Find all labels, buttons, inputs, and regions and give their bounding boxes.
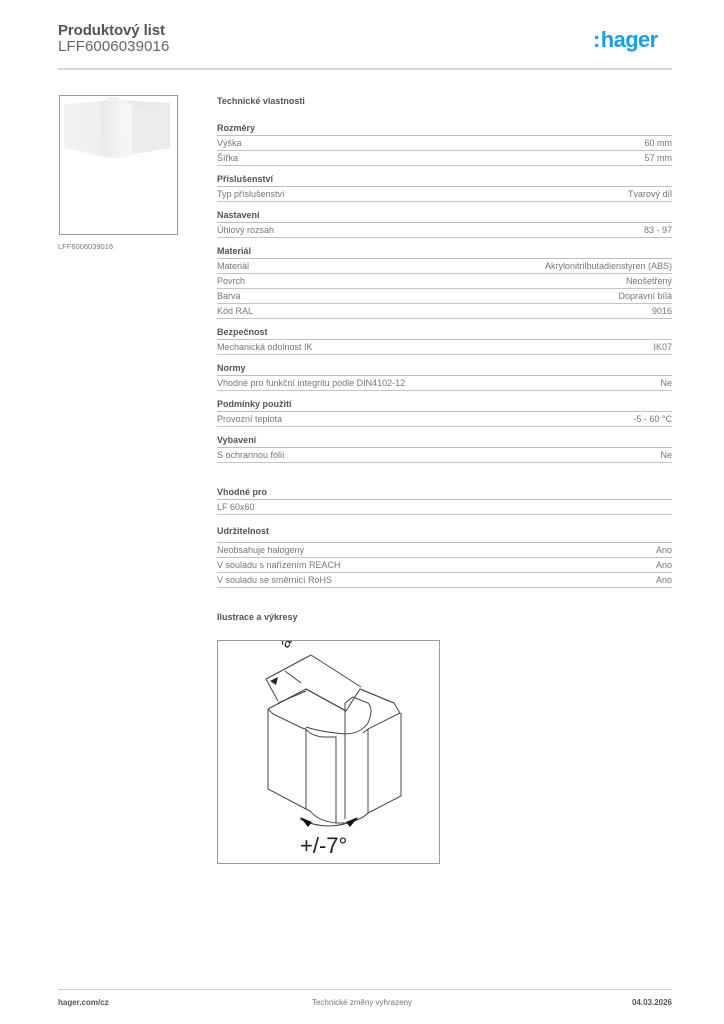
svg-text:a: a [276, 641, 296, 651]
section-equipment [217, 435, 672, 463]
svg-text:+/-7°: +/-7° [300, 833, 348, 858]
row-label: LF 60x60 [217, 502, 255, 512]
row-label: Provozní teplota [217, 414, 283, 424]
row-label: Kód RAL [217, 306, 254, 316]
table-row [217, 448, 672, 463]
table-row [217, 376, 672, 391]
table-row [217, 304, 672, 319]
section-dimensions [217, 123, 672, 166]
row-label: V souladu s nařízením REACH [217, 560, 341, 570]
table-row [217, 340, 672, 355]
row-value: 9016 [651, 306, 672, 316]
row-value: Tvarový díl [627, 189, 672, 199]
row-label: V souladu se směrnicí RoHS [217, 575, 333, 585]
row-value: -5 - 60 °C [633, 414, 672, 424]
table-row [217, 558, 672, 573]
row-label: Neobsahuje halogeny [217, 545, 305, 555]
table-row [217, 500, 672, 515]
table-row [217, 187, 672, 202]
section-standards [217, 363, 672, 391]
row-label: Mechanická odolnost IK [217, 342, 313, 352]
row-value: Ano [655, 545, 672, 555]
section-safety [217, 327, 672, 355]
section-title: Vhodné pro [217, 487, 672, 500]
logo-text: hager [600, 27, 658, 52]
row-value: 83 - 97 [643, 225, 672, 235]
section-settings [217, 210, 672, 238]
row-label: Výška [217, 138, 242, 148]
row-value: 60 mm [644, 138, 672, 148]
table-row [217, 259, 672, 274]
table-row [217, 573, 672, 588]
row-value: Ne [660, 450, 672, 460]
table-row [217, 543, 672, 558]
technical-properties-title: Technické vlastnosti [217, 96, 305, 106]
section-suitable-for [217, 487, 672, 515]
illustrations-title: Ilustrace a výkresy [217, 612, 298, 622]
header-divider [58, 68, 672, 70]
row-value: Ano [655, 560, 672, 570]
section-material [217, 246, 672, 319]
section-accessories [217, 174, 672, 202]
table-row [217, 223, 672, 238]
row-label: Vhodné pro funkční integritu podle DIN4102-12 [217, 378, 406, 388]
section-sustainability [217, 526, 672, 588]
hager-logo [593, 27, 658, 53]
section-title: Rozměry [217, 123, 672, 136]
row-label: Povrch [217, 276, 246, 286]
table-row [217, 136, 672, 151]
table-row [217, 151, 672, 166]
row-label: Úhlový rozsah [217, 225, 275, 235]
section-title: Vybavení [217, 435, 672, 448]
row-label: Typ příslušenství [217, 189, 285, 199]
row-label: Barva [217, 291, 241, 301]
section-title: Podmínky použití [217, 399, 672, 412]
product-photo-icon [60, 96, 177, 234]
row-value: IK07 [653, 342, 672, 352]
section-title: Materiál [217, 246, 672, 259]
corner-piece-drawing-icon [218, 641, 439, 863]
footer-date: 04.03.2026 [631, 998, 672, 1007]
section-title: Příslušenství [217, 174, 672, 187]
logo-colon-icon: : [593, 27, 600, 52]
document-title: Produktový list [58, 22, 165, 39]
row-value: 57 mm [644, 153, 672, 163]
table-row [217, 274, 672, 289]
row-value: Dopravní bílá [618, 291, 672, 301]
row-value: Neošetřený [625, 276, 672, 286]
row-label: S ochrannou fólií [217, 450, 285, 460]
section-title: Normy [217, 363, 672, 376]
section-title: Nastavení [217, 210, 672, 223]
row-value: Akrylonitrilbutadienstyren (ABS) [544, 261, 672, 271]
section-title: Udržitelnost [217, 526, 672, 543]
section-usage-conditions [217, 399, 672, 427]
row-label: Šířka [217, 153, 239, 163]
product-image-caption: LFF6006039016 [58, 242, 114, 251]
row-value: Ano [655, 575, 672, 585]
table-row [217, 412, 672, 427]
footer-website-link[interactable]: hager.com/cz [58, 998, 109, 1007]
table-row [217, 289, 672, 304]
product-image [59, 95, 178, 235]
row-label: Materiál [217, 261, 250, 271]
technical-drawing [217, 640, 440, 864]
technical-properties [217, 96, 672, 623]
section-title: Bezpečnost [217, 327, 672, 340]
footer-notice: Technické změny vyhrazeny [311, 998, 413, 1007]
product-code: LFF6006039016 [58, 38, 170, 55]
footer-divider [58, 989, 672, 990]
row-value: Ne [660, 378, 672, 388]
